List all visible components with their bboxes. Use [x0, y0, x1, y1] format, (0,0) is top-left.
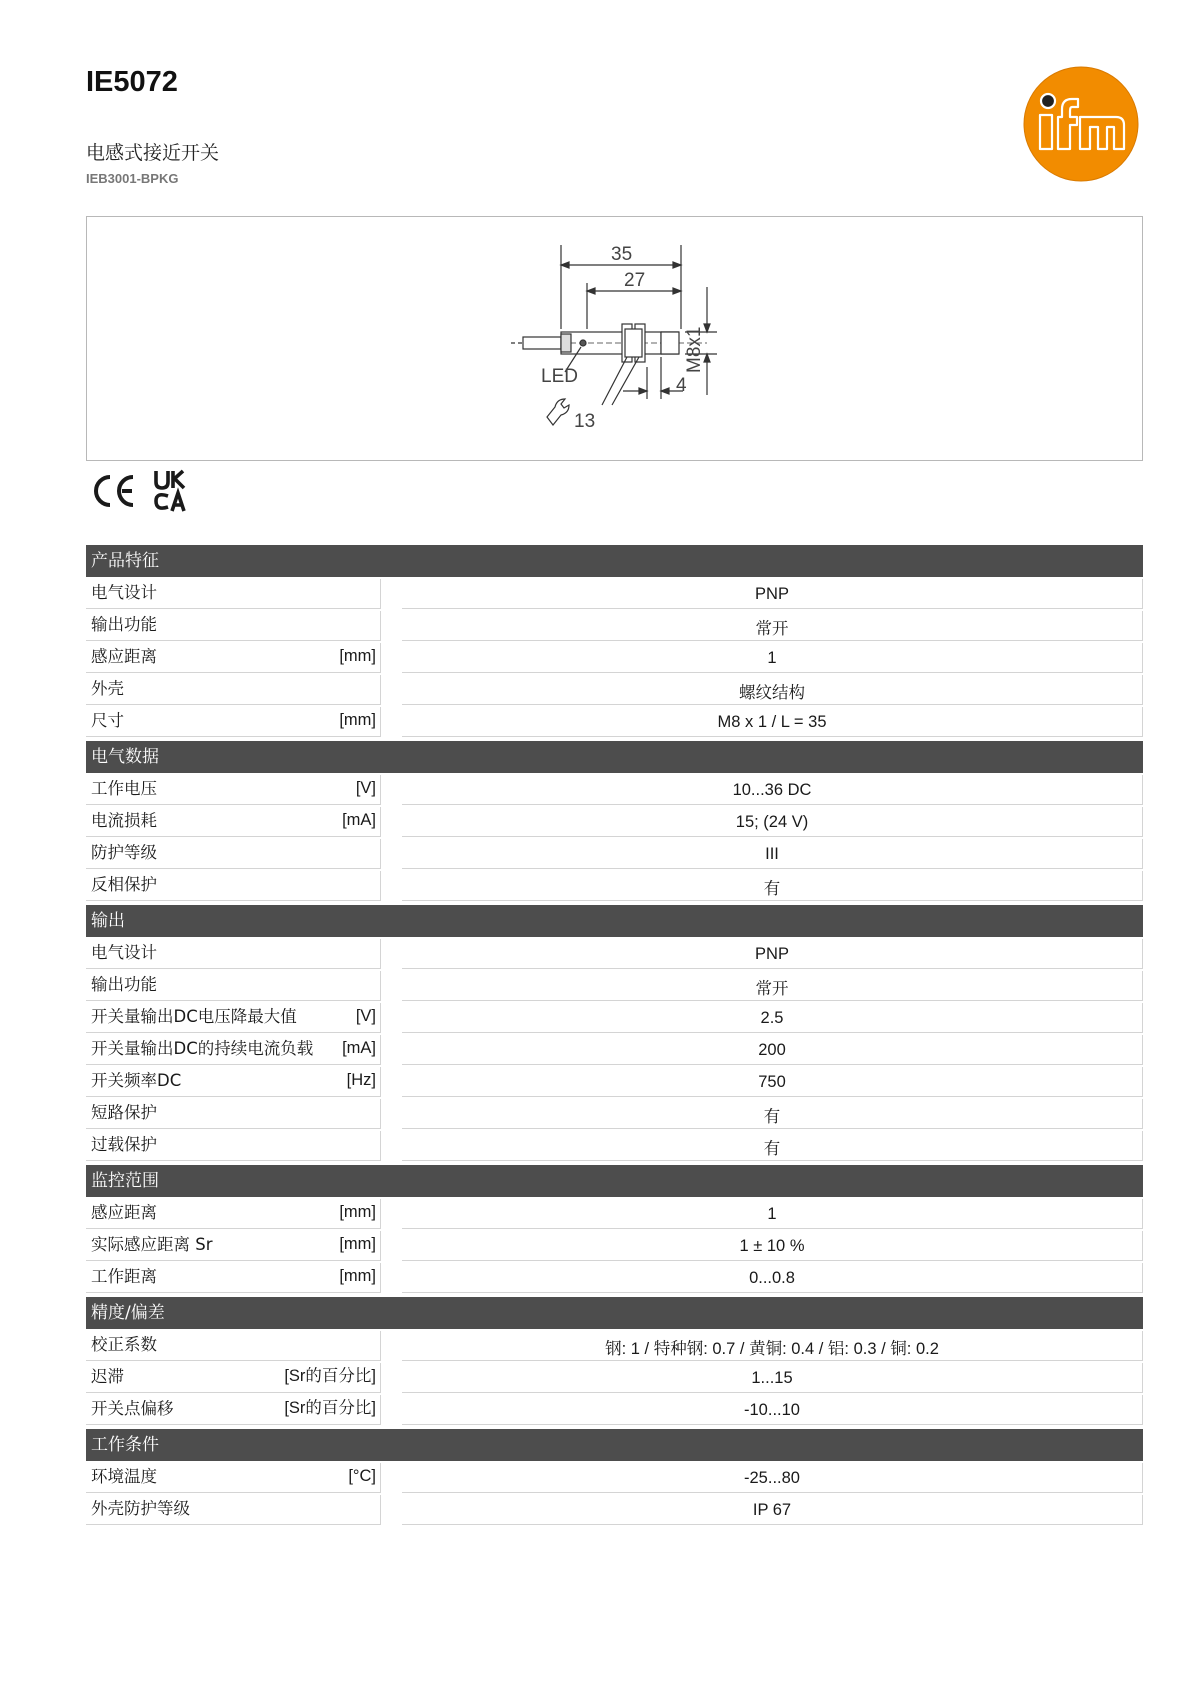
spec-value: 1 ± 10 % [402, 1231, 1143, 1261]
product-title: IE5072 [86, 66, 178, 98]
spec-section [86, 545, 1143, 737]
spec-label-cell [86, 1003, 381, 1033]
spec-unit: [mm] [339, 1203, 376, 1221]
section-header: 电气数据 [86, 741, 1143, 773]
spec-value: 1 [402, 1199, 1143, 1229]
spec-label: 工作距离 [91, 1267, 157, 1286]
spec-unit [368, 1134, 376, 1155]
spec-label: 工作电压 [91, 779, 157, 798]
spec-label: 开关量输出DC的持续电流负载 [91, 1039, 314, 1058]
spec-label-cell [86, 1331, 381, 1361]
spec-label: 环境温度 [91, 1467, 157, 1486]
spec-value: 有 [402, 871, 1143, 901]
spec-value: 常开 [402, 971, 1143, 1001]
spec-label: 校正系数 [91, 1335, 157, 1354]
spec-label: 电气设计 [91, 583, 157, 602]
spec-label: 实际感应距离 Sr [91, 1235, 213, 1254]
spec-label-cell [86, 611, 381, 641]
spec-label-cell [86, 1495, 381, 1525]
certification-marks [92, 468, 204, 514]
spec-value: 0...0.8 [402, 1263, 1143, 1293]
spec-value: 1 [402, 643, 1143, 673]
section-header: 输出 [86, 905, 1143, 937]
spec-label: 电流损耗 [91, 811, 157, 830]
dimension-drawing [86, 216, 1143, 461]
spec-unit: [Sr的百分比] [284, 1399, 376, 1417]
spec-value: IP 67 [402, 1495, 1143, 1525]
spec-unit [368, 874, 376, 895]
ifm-logo [1022, 65, 1140, 183]
dim-4-label: 4 [676, 375, 687, 396]
spec-label-cell [86, 1463, 381, 1493]
spec-label: 开关量输出DC电压降最大值 [91, 1007, 297, 1026]
spec-label-cell [86, 1263, 381, 1293]
spec-row [86, 579, 1143, 609]
spec-row [86, 707, 1143, 737]
ukca-mark-icon [156, 471, 184, 511]
spec-label: 开关频率DC [91, 1071, 182, 1090]
spec-row [86, 1231, 1143, 1261]
spec-label-cell [86, 579, 381, 609]
spec-row [86, 1035, 1143, 1065]
spec-section [86, 905, 1143, 1161]
section-header: 监控范围 [86, 1165, 1143, 1197]
spec-row [86, 643, 1143, 673]
spec-label-cell [86, 775, 381, 805]
spec-row [86, 1363, 1143, 1393]
spec-label: 防护等级 [91, 843, 157, 862]
spec-label-cell [86, 643, 381, 673]
spec-unit [368, 1334, 376, 1355]
spec-label: 感应距离 [91, 1203, 157, 1222]
spec-row [86, 1331, 1143, 1361]
spec-value: -10...10 [402, 1395, 1143, 1425]
spec-row [86, 611, 1143, 641]
spec-label: 外壳防护等级 [91, 1499, 190, 1518]
spec-unit: [Sr的百分比] [284, 1367, 376, 1385]
spec-label-cell [86, 1199, 381, 1229]
spec-value: M8 x 1 / L = 35 [402, 707, 1143, 737]
spec-row [86, 971, 1143, 1001]
spec-label: 输出功能 [91, 975, 157, 994]
section-header: 精度/偏差 [86, 1297, 1143, 1329]
spec-unit: [mm] [339, 1267, 376, 1285]
spec-row [86, 1395, 1143, 1425]
spec-label: 迟滞 [91, 1367, 124, 1386]
specification-table [86, 545, 1143, 1529]
spec-unit: [°C] [348, 1467, 376, 1485]
spec-label-cell [86, 675, 381, 705]
spec-label: 尺寸 [91, 711, 124, 730]
spec-label-cell [86, 1131, 381, 1161]
spec-label-cell [86, 1231, 381, 1261]
spec-value: 2.5 [402, 1003, 1143, 1033]
spec-label: 短路保护 [91, 1103, 157, 1122]
spec-row [86, 807, 1143, 837]
section-header: 工作条件 [86, 1429, 1143, 1461]
spec-value: III [402, 839, 1143, 869]
spec-row [86, 1495, 1143, 1525]
spec-label-cell [86, 1099, 381, 1129]
article-number: IEB3001-BPKG [86, 171, 179, 186]
dim-35-label: 35 [611, 244, 633, 265]
spec-label: 开关点偏移 [91, 1399, 174, 1418]
spec-label: 感应距离 [91, 647, 157, 666]
spec-label-cell [86, 1067, 381, 1097]
spec-label: 反相保护 [91, 875, 157, 894]
spec-row [86, 675, 1143, 705]
spec-row [86, 1131, 1143, 1161]
spec-row [86, 1099, 1143, 1129]
spec-value: 钢: 1 / 特种钢: 0.7 / 黄铜: 0.4 / 铝: 0.3 / 铜: 0.2 [402, 1331, 1143, 1361]
spec-unit [368, 942, 376, 963]
spec-unit: [V] [355, 1007, 376, 1025]
spec-value: 常开 [402, 611, 1143, 641]
spec-section [86, 1297, 1143, 1425]
spec-label-cell [86, 871, 381, 901]
wrench-size-label: 13 [574, 411, 596, 432]
spec-label-cell [86, 1395, 381, 1425]
spec-label-cell [86, 807, 381, 837]
spec-unit [368, 1102, 376, 1123]
spec-value: PNP [402, 579, 1143, 609]
dim-27-label: 27 [624, 270, 646, 291]
spec-value: 螺纹结构 [402, 675, 1143, 705]
spec-label-cell [86, 1363, 381, 1393]
spec-value: 10...36 DC [402, 775, 1143, 805]
spec-unit [368, 1498, 376, 1519]
spec-value: 1...15 [402, 1363, 1143, 1393]
spec-unit [368, 974, 376, 995]
spec-section [86, 1429, 1143, 1525]
spec-value: 有 [402, 1099, 1143, 1129]
spec-label-cell [86, 971, 381, 1001]
spec-unit [368, 614, 376, 635]
spec-unit: [mA] [342, 1039, 376, 1057]
spec-value: -25...80 [402, 1463, 1143, 1493]
spec-unit: [mm] [339, 711, 376, 729]
spec-value: 15; (24 V) [402, 807, 1143, 837]
spec-value: 750 [402, 1067, 1143, 1097]
spec-row [86, 1263, 1143, 1293]
thread-label: M8x1 [684, 326, 705, 373]
spec-unit: [V] [355, 779, 376, 797]
led-label: LED [541, 366, 578, 387]
ce-mark-icon [96, 477, 133, 505]
spec-unit: [mm] [339, 647, 376, 665]
spec-unit [368, 842, 376, 863]
spec-unit [368, 678, 376, 699]
spec-row [86, 839, 1143, 869]
spec-value: PNP [402, 939, 1143, 969]
spec-value: 有 [402, 1131, 1143, 1161]
spec-row [86, 871, 1143, 901]
spec-label: 过载保护 [91, 1135, 157, 1154]
spec-unit: [Hz] [346, 1071, 376, 1089]
spec-section [86, 1165, 1143, 1293]
spec-row [86, 775, 1143, 805]
spec-label-cell [86, 1035, 381, 1065]
spec-unit: [mA] [342, 811, 376, 829]
spec-label-cell [86, 839, 381, 869]
spec-value: 200 [402, 1035, 1143, 1065]
spec-row [86, 939, 1143, 969]
spec-section [86, 741, 1143, 901]
spec-label-cell [86, 939, 381, 969]
spec-row [86, 1067, 1143, 1097]
spec-row [86, 1003, 1143, 1033]
product-subtitle: 电感式接近开关 [86, 142, 220, 164]
spec-label: 输出功能 [91, 615, 157, 634]
spec-label: 外壳 [91, 679, 124, 698]
spec-row [86, 1463, 1143, 1493]
spec-unit [368, 582, 376, 603]
spec-label: 电气设计 [91, 943, 157, 962]
section-header: 产品特征 [86, 545, 1143, 577]
spec-label-cell [86, 707, 381, 737]
spec-unit: [mm] [339, 1235, 376, 1253]
spec-row [86, 1199, 1143, 1229]
